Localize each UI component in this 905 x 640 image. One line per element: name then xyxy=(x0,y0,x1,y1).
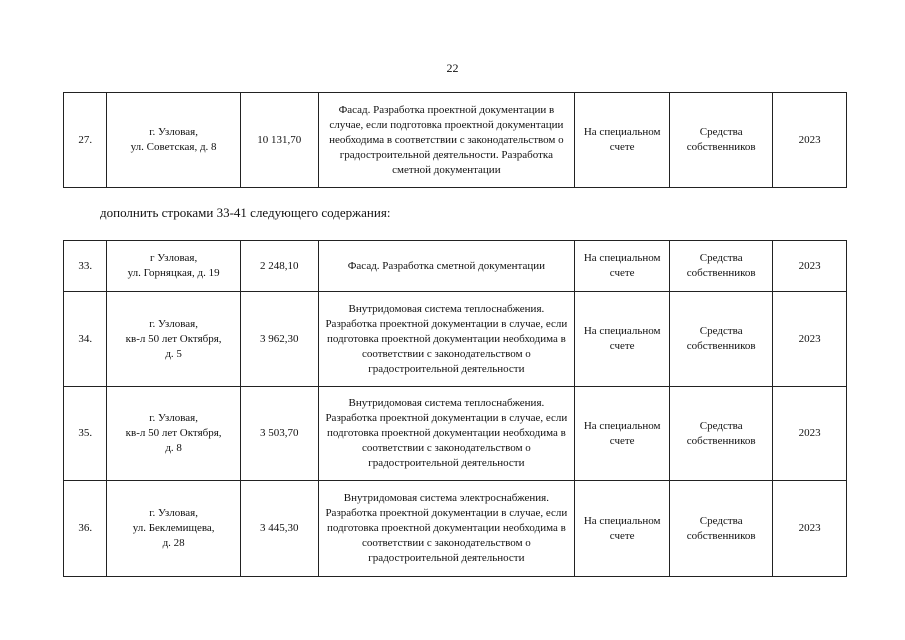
table-row xyxy=(64,241,847,292)
area-cell: 2 248,10 xyxy=(240,241,318,292)
address-cell: г. Узловая, кв-л 50 лет Октября, д. 5 xyxy=(107,292,240,387)
table-row xyxy=(64,93,847,188)
account-cell: На специальном счете xyxy=(575,387,670,481)
row-number-cell: 27. xyxy=(64,93,107,188)
work-type-cell: Внутридомовая система электроснабжения. Разработка проектной документации в случае, если подготовка проектной документации необходима в соответствии с законодательством о градостроительной деятельности xyxy=(318,481,575,577)
area-cell: 3 962,30 xyxy=(240,292,318,387)
works-table-continued xyxy=(63,92,847,188)
row-number-cell: 36. xyxy=(64,481,107,577)
account-cell: На специальном счете xyxy=(575,241,670,292)
area-cell: 3 503,70 xyxy=(240,387,318,481)
page-number: 22 xyxy=(446,61,459,75)
year-cell: 2023 xyxy=(773,387,847,481)
year-cell: 2023 xyxy=(773,93,847,188)
year-cell: 2023 xyxy=(773,481,847,577)
area-cell: 3 445,30 xyxy=(240,481,318,577)
year-cell: 2023 xyxy=(773,292,847,387)
table-row xyxy=(64,292,847,387)
work-type-cell: Фасад. Разработка проектной документации в случае, если подготовка проектной документации необходима в соответствии с законодательством о градостроительной деятельности. Разработка сметной документации xyxy=(318,93,575,188)
amendment-text: дополнить строками 33-41 следующего содержания: xyxy=(100,205,391,220)
account-cell: На специальном счете xyxy=(575,93,670,188)
funding-source-cell: Средства собственников xyxy=(670,481,773,577)
address-cell: г Узловая, ул. Горняцкая, д. 19 xyxy=(107,241,240,292)
row-number-cell: 34. xyxy=(64,292,107,387)
address-cell: г. Узловая, ул. Беклемищева, д. 28 xyxy=(107,481,240,577)
funding-source-cell: Средства собственников xyxy=(670,93,773,188)
row-number-cell: 33. xyxy=(64,241,107,292)
work-type-cell: Внутридомовая система теплоснабжения. Разработка проектной документации в случае, если подготовка проектной документации необходима в соответствии с законодательством о градостроительной деятельности xyxy=(318,387,575,481)
account-cell: На специальном счете xyxy=(575,292,670,387)
address-cell: г. Узловая, кв-л 50 лет Октября, д. 8 xyxy=(107,387,240,481)
works-table-added-rows xyxy=(63,240,847,577)
year-cell: 2023 xyxy=(773,241,847,292)
account-cell: На специальном счете xyxy=(575,481,670,577)
funding-source-cell: Средства собственников xyxy=(670,387,773,481)
funding-source-cell: Средства собственников xyxy=(670,292,773,387)
funding-source-cell: Средства собственников xyxy=(670,241,773,292)
work-type-cell: Фасад. Разработка сметной документации xyxy=(318,241,575,292)
table-row xyxy=(64,481,847,577)
table-row xyxy=(64,387,847,481)
area-cell: 10 131,70 xyxy=(240,93,318,188)
address-cell: г. Узловая, ул. Советская, д. 8 xyxy=(107,93,240,188)
row-number-cell: 35. xyxy=(64,387,107,481)
work-type-cell: Внутридомовая система теплоснабжения. Разработка проектной документации в случае, если подготовка проектной документации необходима в соответствии с законодательством о градостроительной деятельности xyxy=(318,292,575,387)
